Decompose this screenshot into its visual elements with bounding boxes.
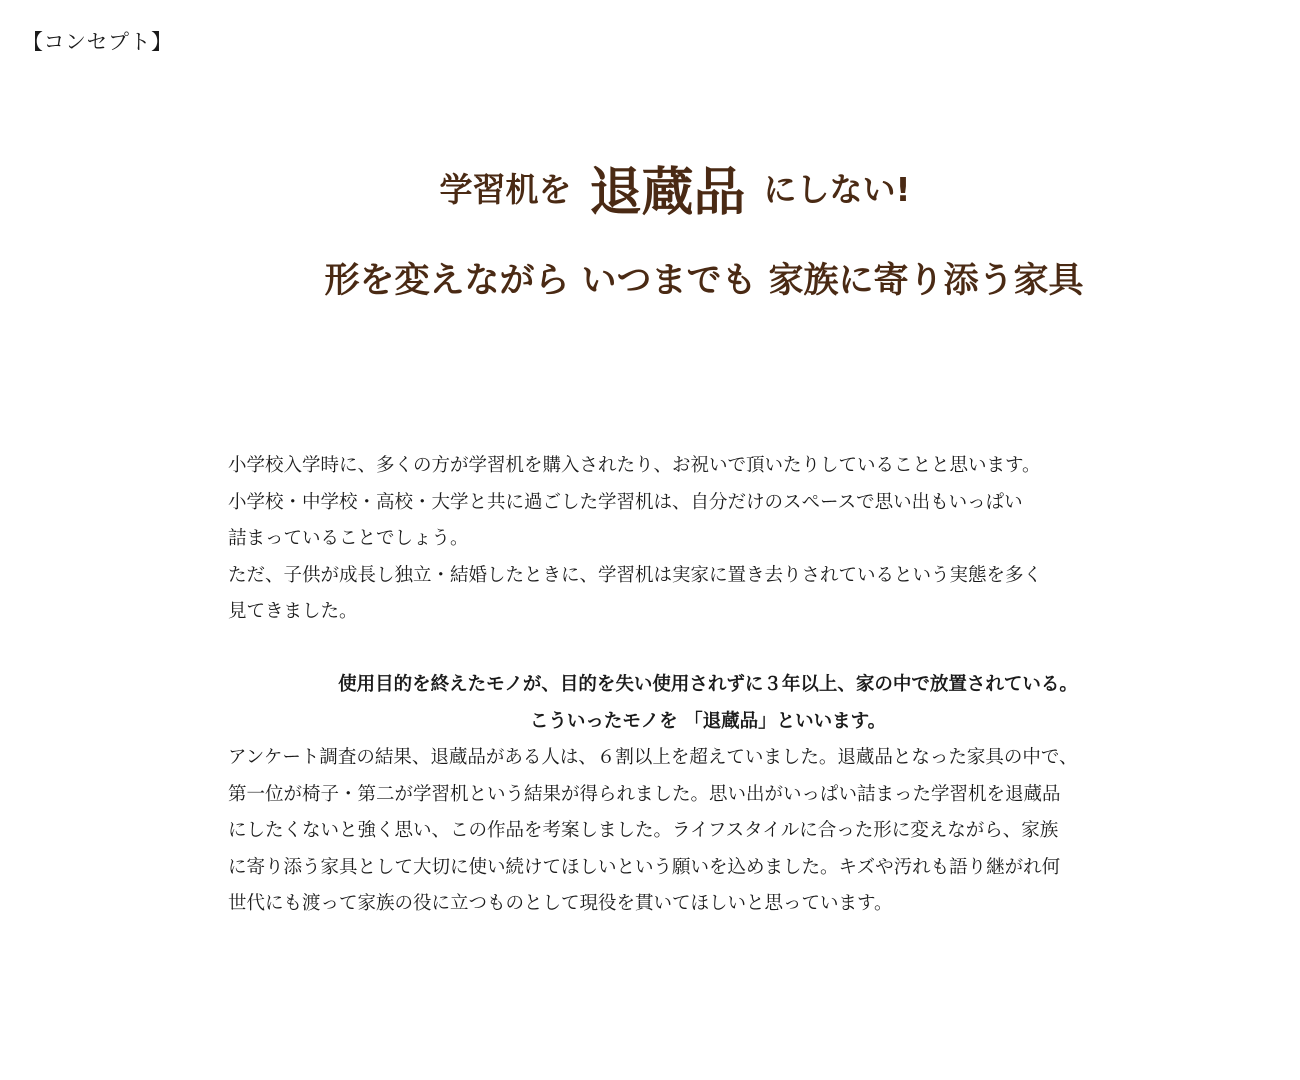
headline-line-1 [0,150,1300,223]
emphasis-line: 使用目的を終えたモノが、目的を失い使用されずに３年以上、家の中で放置されている。 [338,674,1078,695]
body-line: にしたくないと強く思い、この作品を考案しました。ライフスタイルに合った形に変えながら、家族 [228,820,1059,841]
body-line: 世代にも渡って家族の役に立つものとして現役を貫いてほしいと思っています。 [228,893,893,914]
body-line: に寄り添う家具として大切に使い続けてほしいという願いを込めました。キズや汚れも語り継がれ何 [228,856,1061,878]
paragraph-gap [228,631,1208,668]
headline-line-2 [0,254,1300,308]
emphasis-line: こういったモノを 「退蔵品」といいます。 [529,710,887,732]
headline-prefix: 学習机を [439,170,572,209]
body-line: 小学校・中学校・高校・大学と共に過ごした学習机は、自分だけのスペースで思い出もいっぱい [228,491,1023,513]
body-line: 見てきました。 [228,601,358,622]
body-line: ただ、子供が成長し独立・結婚したときに、学習机は実家に置き去りされているという実態を多く [228,564,1043,586]
headline-emphasis: 退蔵品 [589,163,746,223]
body-line: アンケート調査の結果、退蔵品がある人は、６割以上を超えていました。退蔵品となった家具の中で、 [228,747,1078,768]
headline-2-part-2: いつまでも [581,261,757,301]
headline-2-part-1: 形を変えながら [324,261,570,301]
concept-body [228,448,1208,923]
headline-2-part-3: 家族に寄り添う家具 [768,261,1084,301]
body-line: 詰まっていることでしょう。 [228,528,469,549]
body-line: 第一位が椅子・第二が学習机という結果が得られました。思い出がいっぱい詰まった学習机を退蔵品 [228,783,1061,805]
headline-suffix: にしない! [763,170,911,209]
section-label: 【コンセプト】 [22,30,173,54]
body-line: 小学校入学時に、多くの方が学習机を購入されたり、お祝いで頂いたりしていることと思います。 [228,455,1041,476]
